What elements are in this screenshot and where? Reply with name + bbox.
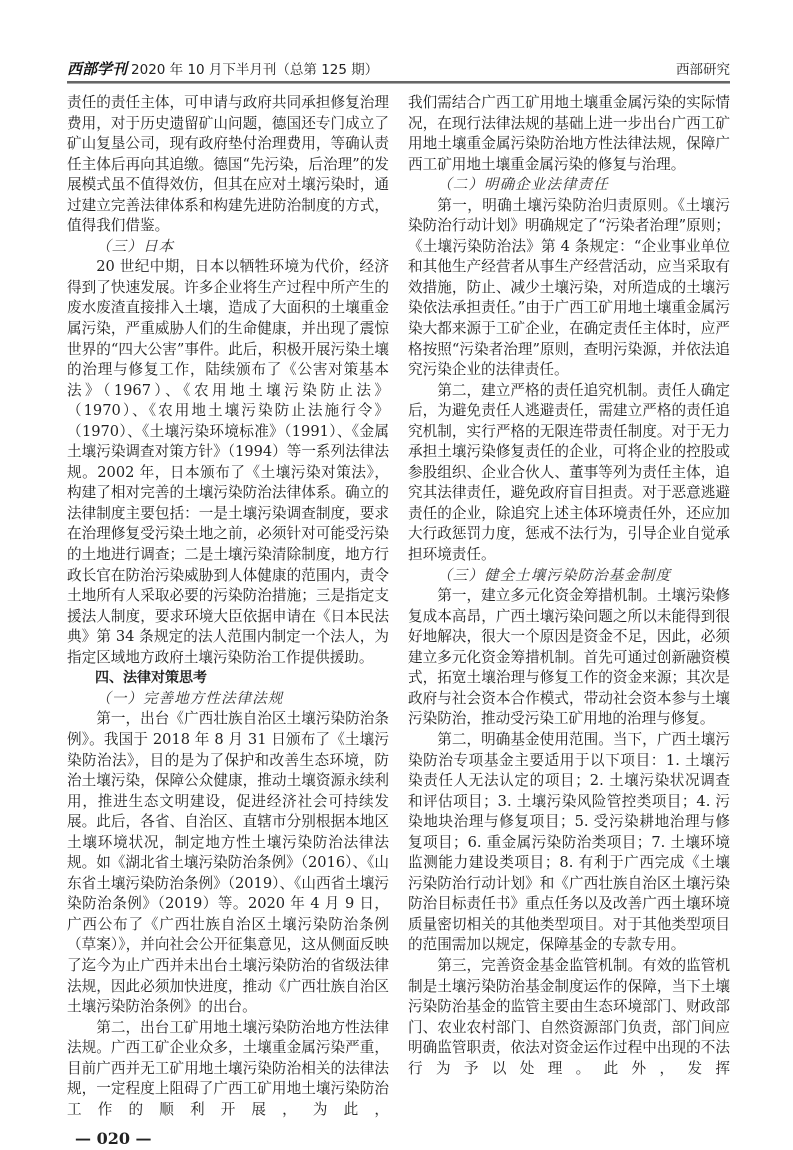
paragraph: 我们需结合广西工矿用地土壤重金属污染的实际情况，在现行法律法规的基础上进一步出台广西工矿用地土壤重金属污染防治地方性法律法规，保障广西工矿用地土壤重金属污染的修复与治理。	[408, 94, 730, 173]
page-number: — 020 —	[75, 1129, 152, 1149]
paragraph: 第二，明确基金使用范围。当下，广西土壤污染防治专项基金主要适用于以下项目：1. 土壤污染责任人无法认定的项目；2. 土壤污染状况调查和评估项目；3. 土壤污染风险管控类项目；4. 污染地块治理与修复项目；5. 受污染耕地治理与修复项目；6. 重金属污染防治类项目；7. 土壤环境监测能力建设类项目；8. 有利于广西完成《土壤污染防治行动计划》和《广西壮族自治区土壤污染防治目标责任书》重点任务以及改善广西土壤环境质量密切相关的其他类型项目。对于其他类型项目的范围需加以规定，保障基金的专款专用。	[408, 730, 730, 954]
section-heading: 四、法律对策思考	[95, 670, 207, 687]
paragraph: 20 世纪中期，日本以牺牲环境为代价，经济得到了快速发展。许多企业将生产过程中所产生的废水废渣直接排入土壤，造成了大面积的土壤重金属污染，严重威胁人们的生命健康，并出现了震惊世界的“四大公害”事件。此后，积极开展污染土壤的治理与修复工作，陆续颁布了《公害对策基本法》（1967）、《农用地土壤污染防止法》（1970）、《农用地土壤污染防止法施行令》（1970）、《土壤污染环境标准》（1991）、《金属土壤污染调查对策方针》（1994）等一系列法律法规。2002 年，日本颁布了《土壤污染对策法》，构建了相对完善的土壤污染防治法律体系。确立的法律制度主要包括：一是土壤污染调查制度，要求在治理修复受污染土地之前，必须针对可能受污染的土地进行调查；二是土壤污染清除制度，地方行政长官在防治污染威胁到人体健康的范围内，责令土地所有人采取必要的污染防治措施；三是指定支援法人制度，要求环境大臣依据申请在《日本民法典》第 34 条规定的法人范围内制定一个法人，为指定区域地方政府土壤污染防治工作提供援助。	[67, 258, 389, 666]
left-column	[67, 93, 389, 1150]
subheading-japan: （三）日本	[96, 237, 175, 255]
header-rule	[67, 81, 730, 84]
running-header	[67, 58, 730, 79]
paragraph: 第一，出台《广西壮族自治区土壤污染防治条例》。我国于 2018 年 8 月 31 日颁布了《土壤污染防治法》，目的是为了保护和改善生态环境，防治土壤污染，保障公众健康，推动土壤资源永续利用，推进生态文明建设，促进经济社会可持续发展。此后，各省、自治区、直辖市分别根据本地区土壤环境状况，制定地方性土壤污染防治法律法规。如《湖北省土壤污染防治条例》（2016）、《山东省土壤污染防治条例》（2019）、《山西省土壤污染防治条例》（2019）等。2020 年 4 月 9 日，广西公布了《广西壮族自治区土壤污染防治条例（草案）》，并向社会公开征集意见，这从侧面反映了迄今为止广西并未出台土壤污染防治的省级法律法规，因此必须加快进度，推动《广西壮族自治区土壤污染防治条例》的出台。	[67, 710, 389, 1016]
paragraph: 责任的责任主体，可申请与政府共同承担修复治理费用，对于历史遗留矿山问题，德国还专门成立了矿山复垦公司，现有政府垫付治理费用，等确认责任主体后再向其追缴。德国“先污染，后治理”的发展模式虽不值得效仿，但其在应对土壤污染时，通过建立完善法律体系和构建先进防治制度的方式，值得我们借鉴。	[67, 94, 389, 235]
subheading: （二）明确企业法律责任	[437, 176, 609, 194]
issue-info: 2020 年 10 月下半月刊（总第 125 期）	[131, 62, 379, 78]
paragraph: 第一，明确土壤污染防治归责原则。《土壤污染防治行动计划》明确规定了“污染者治理”原则；《土壤污染防治法》第 4 条规定：“企业事业单位和其他生产经营者从事生产经营活动，应当采取有效措施，防止、减少土壤污染，对所造成的土壤污染依法承担责任。”由于广西工矿用地土壤重金属污染大都来源于工矿企业，在确定责任主体时，应严格按照“污染者治理”原则，查明污染源，并依法追究污染企业的法律责任。	[408, 196, 730, 379]
journal-logo: 西部学刊	[67, 60, 128, 78]
paragraph: 第二，建立严格的责任追究机制。责任人确定后，为避免责任人逃避责任，需建立严格的责任追究机制，实行严格的无限连带责任制度。对于无力承担土壤污染修复责任的企业，可将企业的控股或参股组织、企业合伙人、董事等列为责任主体，追究其法律责任，避免政府盲目担责。对于恶意逃避责任的企业，除追究上述主体环境责任外，还应加大行政惩罚力度，惩戒不法行为，引导企业自觉承担环境责任。	[408, 381, 730, 564]
paragraph: 第一，建立多元化资金筹措机制。土壤污染修复成本高昂，广西土壤污染问题之所以未能得到很好地解决，很大一个原因是资金不足，因此，必须建立多元化资金筹措机制。首先可通过创新融资模式，拓宽土壤治理与修复工作的资金来源；其次是政府与社会资本合作模式，带动社会资本参与土壤污染防治，推动受污染工矿用地的治理与修复。	[408, 587, 730, 728]
subheading: （一）完善地方性法律法规	[96, 689, 284, 707]
paragraph: 第二，出台工矿用地土壤污染防治地方性法律法规。广西工矿企业众多，土壤重金属污染严重，目前广西并无工矿用地土壤污染防治相关的法律法规，一定程度上阻碍了广西工矿用地土壤污染防治工作的顺利开展，为此，	[67, 1018, 389, 1118]
paragraph: 第三，完善资金基金监管机制。有效的监管机制是土壤污染防治基金制度运作的保障，当下土壤污染防治基金的监管主要由生态环境部门、财政部门、农业农村部门、自然资源部门负责，部门间应明确监管职责，依法对资金运作过程中出现的不法行为予以处理。此外，发挥	[408, 956, 730, 1077]
right-column	[408, 93, 730, 1079]
section-title: 西部研究	[676, 62, 730, 78]
subheading: （三）健全土壤污染防治基金制度	[437, 566, 672, 584]
